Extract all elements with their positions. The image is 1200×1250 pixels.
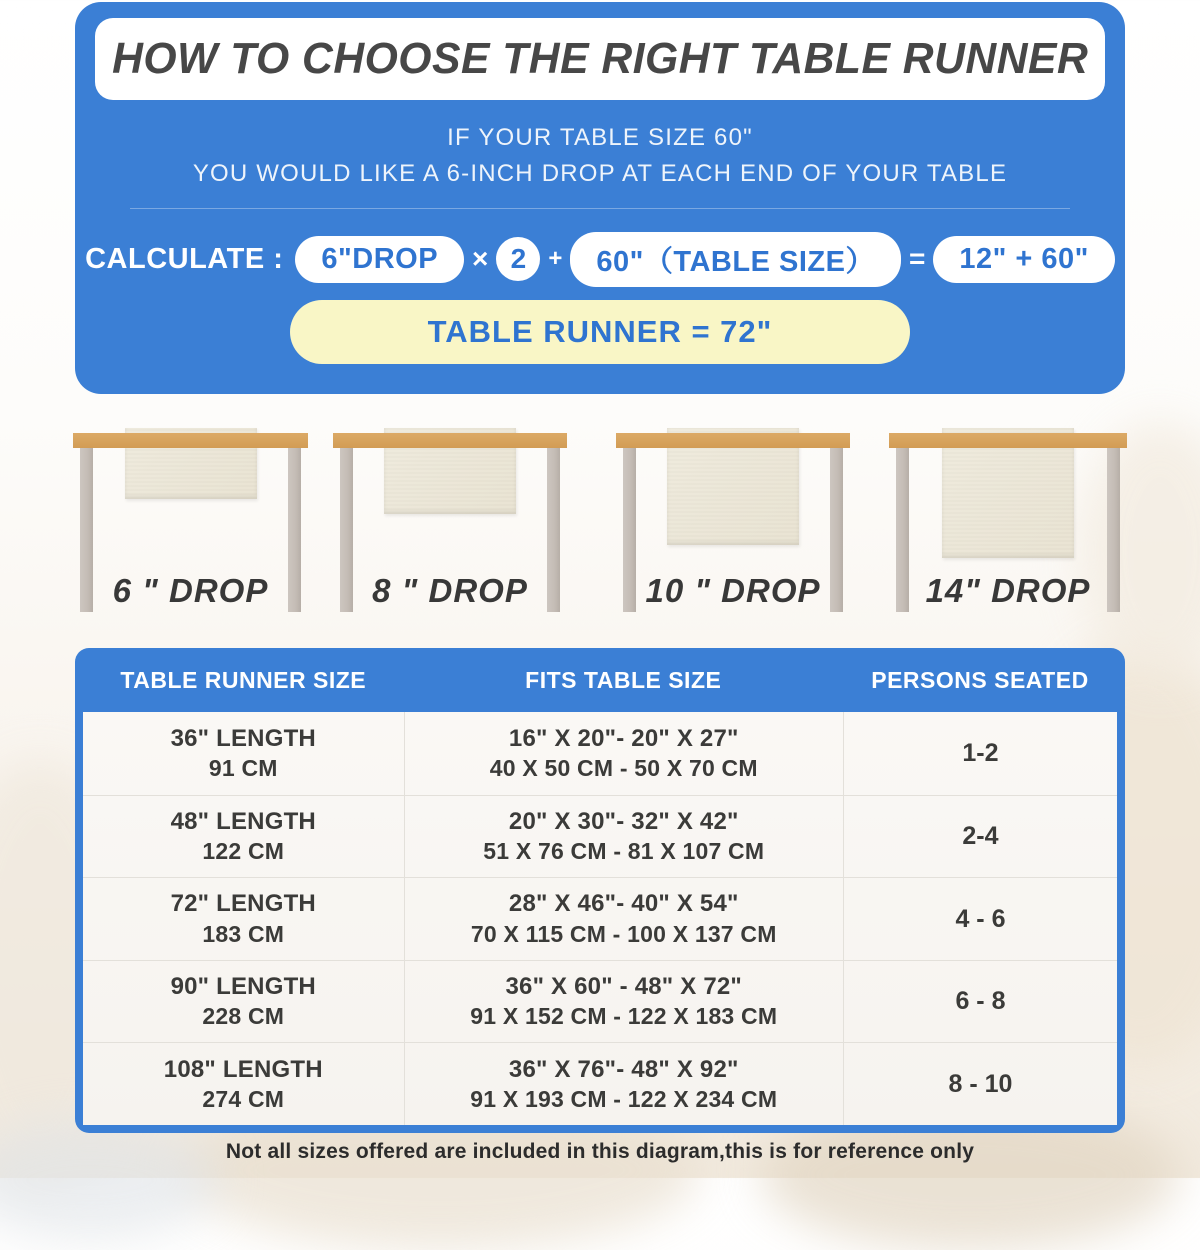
- fits-size-cell: [404, 961, 843, 1043]
- divider: [130, 208, 1070, 209]
- column-header-persons: PERSONS SEATED: [871, 666, 1089, 693]
- tabletop: [889, 433, 1127, 448]
- calculate-label: CALCULATE :: [85, 242, 284, 275]
- fits-size-cell: [404, 878, 843, 960]
- fits-inches: 36" X 60" - 48" X 72": [505, 973, 742, 1001]
- background-blur-blob: [0, 1120, 220, 1240]
- size-table-header: [83, 648, 1117, 712]
- column-header-fits-size: FITS TABLE SIZE: [525, 666, 722, 693]
- drop-value-pill: 6"DROP: [295, 236, 464, 283]
- plus-sign: +: [548, 245, 563, 272]
- calculation-formula: [85, 234, 1115, 284]
- size-inches: 108" LENGTH: [163, 1055, 323, 1083]
- runner-size-cell: [83, 878, 404, 960]
- sum-pill: 12" + 60": [933, 236, 1115, 283]
- size-inches: 72" LENGTH: [170, 890, 316, 918]
- fits-inches: 16" X 20"- 20" X 27": [508, 724, 739, 752]
- size-inches: 36" LENGTH: [170, 724, 316, 752]
- title-box: [95, 18, 1105, 100]
- persons-cell: 1-2: [843, 712, 1117, 795]
- table-figure-14-drop: [889, 430, 1127, 612]
- result-pill: TABLE RUNNER = 72": [290, 300, 910, 364]
- table-figure-10-drop: [616, 430, 850, 612]
- column-header-runner-size: TABLE RUNNER SIZE: [120, 666, 367, 693]
- drop-label: 10 " DROP: [645, 572, 821, 609]
- fits-cm: 51 X 76 CM - 81 X 107 CM: [483, 838, 765, 865]
- drop-label: 8 " DROP: [372, 572, 528, 609]
- size-table-body: [83, 712, 1117, 1125]
- footer-disclaimer: Not all sizes offered are included in this diagram,this is for reference only: [225, 1140, 975, 1163]
- tabletop: [616, 433, 850, 448]
- size-table-card: [75, 648, 1125, 1133]
- runner-size-cell: [83, 961, 404, 1043]
- size-cm: 183 CM: [202, 920, 285, 947]
- fits-cm: 70 X 115 CM - 100 X 137 CM: [470, 920, 777, 947]
- fits-cm: 91 X 152 CM - 122 X 183 CM: [470, 1003, 778, 1030]
- drop-label: 6 " DROP: [112, 572, 269, 609]
- size-cm: 274 CM: [202, 1085, 285, 1112]
- table-size-pill: 60"（TABLE SIZE）: [570, 232, 901, 287]
- table-row: [83, 960, 1117, 1043]
- tabletop: [333, 433, 567, 448]
- size-cm: 122 CM: [202, 838, 285, 865]
- table-row: [83, 795, 1117, 878]
- fits-cm: 40 X 50 CM - 50 X 70 CM: [489, 754, 758, 781]
- multiply-sign: ×: [472, 243, 489, 274]
- runner-size-cell: [83, 712, 404, 795]
- fits-inches: 20" X 30"- 32" X 42": [508, 807, 739, 835]
- multiplier-badge: 2: [496, 237, 540, 281]
- fits-cm: 91 X 193 CM - 122 X 234 CM: [470, 1085, 778, 1112]
- table-figure-6-drop: [73, 430, 308, 612]
- equals-sign: =: [908, 243, 926, 274]
- runner-size-cell: [83, 1043, 404, 1125]
- table-row: [83, 712, 1117, 795]
- tabletop: [73, 433, 308, 448]
- fits-size-cell: [404, 1043, 843, 1125]
- size-inches: 90" LENGTH: [170, 973, 316, 1001]
- persons-cell: 8 - 10: [843, 1043, 1117, 1125]
- drop-label: 14" DROP: [925, 572, 1091, 609]
- table-figure-8-drop: [333, 430, 567, 612]
- table-row: [83, 1042, 1117, 1125]
- fits-inches: 36" X 76"- 48" X 92": [508, 1055, 739, 1083]
- runner-size-cell: [83, 796, 404, 878]
- persons-cell: 2-4: [843, 796, 1117, 878]
- fits-inches: 28" X 46"- 40" X 54": [508, 890, 739, 918]
- size-cm: 228 CM: [202, 1003, 285, 1030]
- fits-size-cell: [404, 796, 843, 878]
- fits-size-cell: [404, 712, 843, 795]
- subtitle-line2: YOU WOULD LIKE A 6-INCH DROP AT EACH END OF YOUR TABLE: [192, 160, 1008, 187]
- size-inches: 48" LENGTH: [170, 807, 316, 835]
- header-card: [75, 2, 1125, 394]
- persons-cell: 6 - 8: [843, 961, 1117, 1043]
- table-row: [83, 877, 1117, 960]
- size-cm: 91 CM: [208, 754, 278, 781]
- persons-cell: 4 - 6: [843, 878, 1117, 960]
- page-title: HOW TO CHOOSE THE RIGHT TABLE RUNNER: [111, 34, 1089, 83]
- subtitle-line1: IF YOUR TABLE SIZE 60": [447, 124, 753, 151]
